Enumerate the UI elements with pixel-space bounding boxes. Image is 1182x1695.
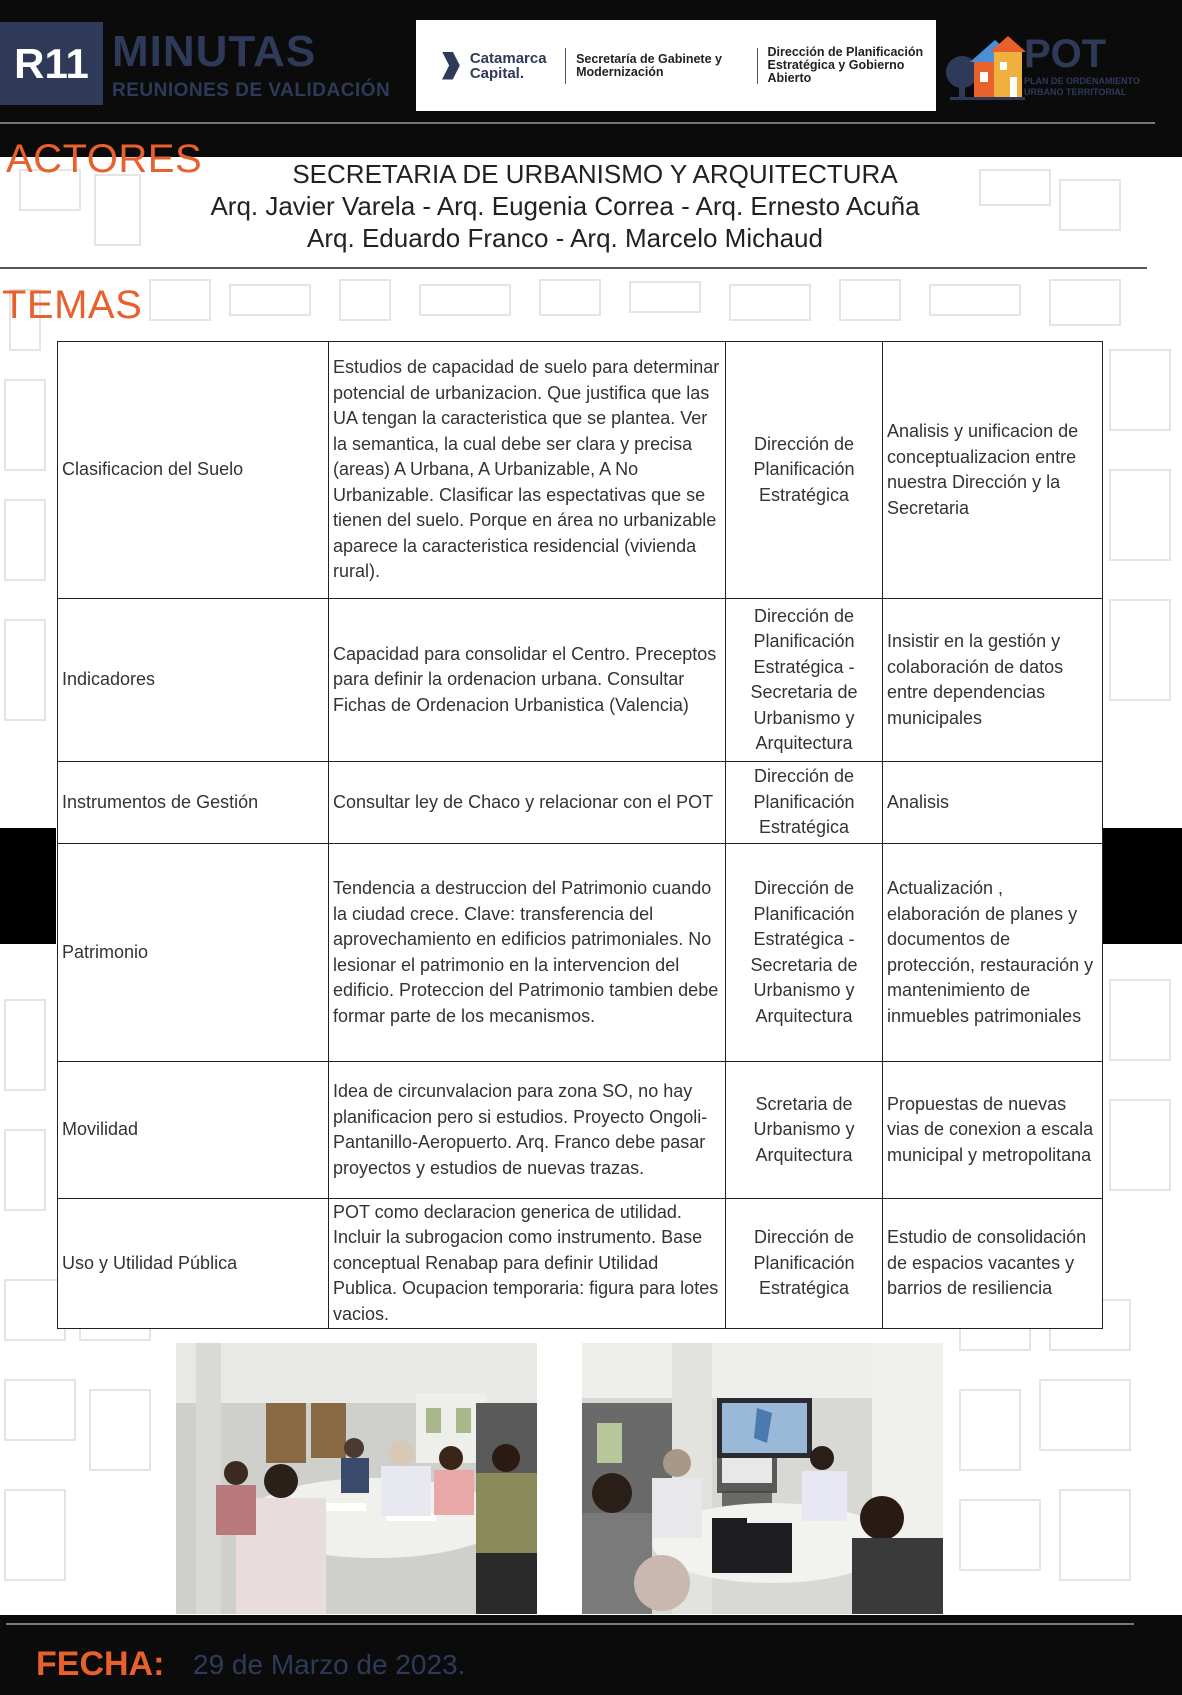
pot-logo-subtitle: PLAN DE ORDENAMIENTO URBANO TERRITORIAL bbox=[1024, 76, 1140, 97]
logo-divider bbox=[757, 48, 758, 84]
table-row bbox=[58, 1199, 1103, 1329]
responsable-cell: Dirección de Planificación Estratégica bbox=[726, 342, 883, 599]
accion-cell: Analisis bbox=[883, 762, 1103, 844]
descripcion-cell: Consultar ley de Chaco y relacionar con el POT bbox=[329, 762, 726, 844]
table-row bbox=[58, 342, 1103, 599]
actores-people-line-2: Arq. Eduardo Franco - Arq. Marcelo Michaud bbox=[307, 223, 823, 253]
secretaria-logo-text: Secretaría de Gabinete y Modernización bbox=[576, 51, 722, 79]
actores-organization: SECRETARIA DE URBANISMO Y ARQUITECTURA bbox=[292, 159, 898, 189]
doc-title: MINUTAS bbox=[112, 27, 317, 76]
table-row bbox=[58, 762, 1103, 844]
fecha-label: FECHA: bbox=[36, 1645, 165, 1683]
table-row bbox=[58, 1062, 1103, 1199]
responsable-cell: Scretaria de Urbanismo y Arquitectura bbox=[726, 1062, 883, 1199]
temas-table bbox=[57, 341, 1103, 1329]
left-black-tab bbox=[0, 828, 56, 944]
tema-cell: Indicadores bbox=[58, 599, 329, 762]
responsable-cell: Dirección de Planificación Estratégica - Secretaria de Urbanismo y Arquitectura bbox=[726, 844, 883, 1062]
table-row bbox=[58, 844, 1103, 1062]
right-black-tab bbox=[1103, 828, 1182, 944]
meeting-photo-2 bbox=[582, 1343, 943, 1614]
tema-cell: Instrumentos de Gestión bbox=[58, 762, 329, 844]
accion-cell: Actualización , elaboración de planes y documentos de protección, restauración y mantenimiento de inmuebles patrimoniales bbox=[883, 844, 1103, 1062]
fecha-value: 29 de Marzo de 2023. bbox=[193, 1649, 466, 1680]
section-divider bbox=[0, 267, 1147, 269]
actores-block bbox=[150, 158, 980, 254]
temas-heading: TEMAS bbox=[2, 283, 143, 327]
descripcion-cell: Capacidad para consolidar el Centro. Preceptos para definir la ordenacion urbana. Consultar Fichas de Ordenacion Urbanistica (Valencia) bbox=[329, 599, 726, 762]
actores-heading: ACTORES bbox=[6, 137, 203, 181]
responsable-cell: Dirección de Planificación Estratégica bbox=[726, 1199, 883, 1329]
minute-code-badge bbox=[0, 22, 103, 105]
accion-cell: Analisis y unificacion de conceptualizacion entre nuestra Dirección y la Secretaria bbox=[883, 342, 1103, 599]
accion-cell: Insistir en la gestión y colaboración de datos entre dependencias municipales bbox=[883, 599, 1103, 762]
actores-people-line-1: Arq. Javier Varela - Arq. Eugenia Correa - Arq. Ernesto Acuña bbox=[210, 191, 920, 221]
responsable-cell: Dirección de Planificación Estratégica bbox=[726, 762, 883, 844]
descripcion-cell: Estudios de capacidad de suelo para determinar potencial de urbanizacion. Que justifica que las UA tengan la caracteristica que se plantea. Ver la semantica, la cual debe ser clara y precisa (areas) A Urbana, A Urbanizable, A No Urbanizable. Clasificar las espectativas que se tienen del suelo. Porque en área no urbanizable aparece la caracteristica residencial (vivienda rural). bbox=[329, 342, 726, 599]
descripcion-cell: Idea de circunvalacion para zona SO, no hay planificacion pero si estudios. Proyecto Ongoli-Pantanillo-Aeropuerto. Arq. Franco debe pasar proyectos y estudios de nuevas trazas. bbox=[329, 1062, 726, 1199]
direccion-logo-text: Dirección de Planificación Estratégica y Gobierno Abierto bbox=[767, 45, 924, 85]
responsable-cell: Dirección de Planificación Estratégica - Secretaria de Urbanismo y Arquitectura bbox=[726, 599, 883, 762]
catamarca-logo-icon bbox=[442, 52, 460, 80]
footer-bar bbox=[0, 1615, 1182, 1695]
pot-logo-title: POT bbox=[1024, 32, 1107, 76]
minute-code: R11 bbox=[14, 39, 89, 87]
institution-logos bbox=[416, 20, 936, 111]
tema-cell: Movilidad bbox=[58, 1062, 329, 1199]
catamarca-capital-logo-text: Catamarca Capital. bbox=[469, 49, 547, 82]
accion-cell: Propuestas de nuevas vias de conexion a escala municipal y metropolitana bbox=[883, 1062, 1103, 1199]
descripcion-cell: POT como declaracion generica de utilidad. Incluir la subrogacion como instrumento. Base conceptual Renabap para definir Utilidad Publica. Ocupacion temporaria: figura para lotes vacios. bbox=[329, 1199, 726, 1329]
tema-cell: Patrimonio bbox=[58, 844, 329, 1062]
tema-cell: Clasificacion del Suelo bbox=[58, 342, 329, 599]
footer-rule bbox=[6, 1623, 1134, 1625]
table-row bbox=[58, 599, 1103, 762]
accion-cell: Estudio de consolidación de espacios vacantes y barrios de resiliencia bbox=[883, 1199, 1103, 1329]
descripcion-cell: Tendencia a destruccion del Patrimonio cuando la ciudad crece. Clave: transferencia del aprovechamiento en edificios patrimoniales. No lesionar el patrimonio en la intervencion del edificio. Proteccion del Patrimonio tambien debe formar parte de los mecanismos. bbox=[329, 844, 726, 1062]
logo-divider bbox=[565, 48, 566, 84]
doc-subtitle: REUNIONES DE VALIDACIÓN bbox=[112, 80, 391, 101]
tema-cell: Uso y Utilidad Pública bbox=[58, 1199, 329, 1329]
meeting-photo-1 bbox=[176, 1343, 537, 1614]
header-rule bbox=[0, 122, 1155, 124]
